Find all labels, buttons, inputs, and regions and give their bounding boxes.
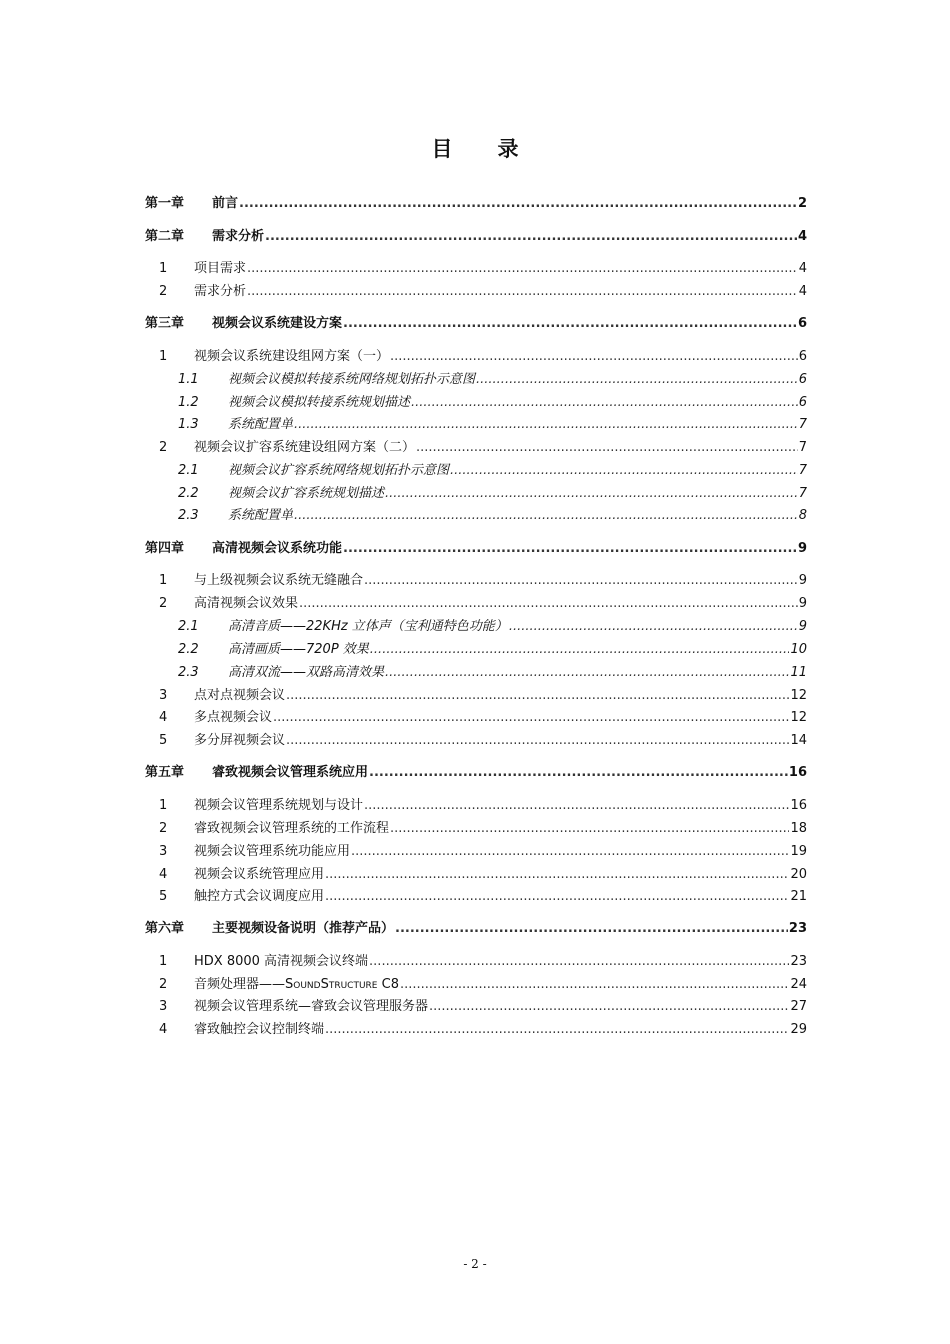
toc-label: 点对点视频会议 — [194, 688, 286, 703]
toc-subsection[interactable] — [178, 664, 807, 682]
toc-page-number: 20 — [790, 867, 807, 882]
toc-label: 视频会议系统建设组网方案（一） — [194, 349, 390, 364]
toc-leader — [364, 797, 789, 815]
toc-number: 4 — [159, 867, 168, 882]
toc-label: 视频会议扩容系统规划描述 — [228, 486, 385, 501]
toc-leader — [294, 416, 798, 434]
toc-label: 视频会议扩容系统网络规划拓扑示意图 — [228, 463, 450, 478]
toc-label: 睿致触控会议控制终端 — [194, 1022, 325, 1037]
toc-number: 1 — [159, 798, 168, 813]
toc-label: 系统配置单 — [228, 417, 294, 432]
toc-page-number: 16 — [788, 765, 807, 780]
toc-page-number: 19 — [790, 844, 807, 859]
toc-label: 视频会议系统管理应用 — [194, 867, 325, 882]
toc-label: 高清双流——双路高清效果 — [228, 665, 385, 680]
toc-page-number: 16 — [790, 798, 807, 813]
toc-number: 2.3 — [178, 665, 199, 680]
toc-label: 视频会议管理系统—睿致会议管理服务器 — [194, 999, 429, 1014]
toc-subsection[interactable] — [178, 618, 807, 636]
toc-leader — [364, 572, 798, 590]
toc-leader — [286, 732, 789, 750]
toc-leader — [247, 283, 798, 301]
toc-label: 高清画质——720P 效果 — [228, 642, 369, 657]
toc-number: 1.1 — [178, 372, 199, 387]
toc-leader — [411, 394, 798, 412]
toc-leader — [294, 507, 798, 525]
toc-chapter-1[interactable] — [145, 195, 807, 213]
toc-page-number: 27 — [790, 999, 807, 1014]
toc-section[interactable] — [159, 439, 807, 457]
toc-section[interactable] — [159, 976, 807, 994]
toc-number: 2 — [159, 596, 168, 611]
toc-label: 触控方式会议调度应用 — [194, 889, 325, 904]
toc-number: 2.2 — [178, 486, 199, 501]
toc-page-number: 9 — [798, 573, 807, 588]
toc-number: 1 — [159, 349, 168, 364]
toc-leader — [429, 998, 789, 1016]
toc-page-number: 7 — [798, 486, 807, 501]
toc-label: HDX 8000 高清视频会议终端 — [194, 954, 369, 969]
toc-label: 需求分析 — [194, 284, 247, 299]
toc-section[interactable] — [159, 1021, 807, 1039]
toc-section[interactable] — [159, 709, 807, 727]
toc-page-number: 23 — [790, 954, 807, 969]
toc-leader — [369, 953, 789, 971]
toc-leader — [400, 976, 789, 994]
toc-leader — [325, 1021, 789, 1039]
toc-number: 第二章 — [145, 229, 185, 244]
toc-section[interactable] — [159, 820, 807, 838]
toc-number: 5 — [159, 889, 168, 904]
toc-leader — [343, 315, 797, 333]
toc-number: 1 — [159, 573, 168, 588]
toc-subsection[interactable] — [178, 394, 807, 412]
toc-chapter-4[interactable] — [145, 540, 807, 558]
toc-number: 第六章 — [145, 921, 185, 936]
toc-subsection[interactable] — [178, 485, 807, 503]
toc-label: 视频会议模拟转接系统规划描述 — [228, 395, 411, 410]
toc-page-number: 7 — [798, 440, 807, 455]
toc-subsection[interactable] — [178, 462, 807, 480]
toc-page-number: 6 — [798, 372, 807, 387]
toc-leader — [343, 540, 797, 558]
toc-section[interactable] — [159, 843, 807, 861]
page-footer-number: - 2 - — [463, 1257, 487, 1271]
toc-label: 视频会议系统建设方案 — [212, 316, 343, 331]
toc-subsection[interactable] — [178, 371, 807, 389]
toc-page-number: 2 — [797, 196, 807, 211]
toc-section[interactable] — [159, 732, 807, 750]
toc-leader — [351, 843, 789, 861]
toc-leader — [369, 764, 788, 782]
toc-page-number: 8 — [798, 508, 807, 523]
toc-subsection[interactable] — [178, 507, 807, 525]
toc-label: 高清视频会议系统功能 — [212, 541, 343, 556]
toc-label: 需求分析 — [212, 229, 265, 244]
toc-label: 多分屏视频会议 — [194, 733, 286, 748]
toc-section[interactable] — [159, 797, 807, 815]
toc-page-number: 4 — [798, 284, 807, 299]
toc-section[interactable] — [159, 953, 807, 971]
toc-number: 2 — [159, 821, 168, 836]
toc-number: 2.2 — [178, 642, 199, 657]
toc-page-number: 9 — [797, 541, 807, 556]
toc-page-number: 10 — [790, 642, 807, 657]
toc-leader — [509, 618, 798, 636]
toc-leader — [395, 920, 788, 938]
toc-leader — [273, 709, 789, 727]
toc-leader — [247, 260, 798, 278]
toc-leader — [265, 228, 797, 246]
toc-number: 3 — [159, 999, 168, 1014]
toc-label: 视频会议管理系统功能应用 — [194, 844, 351, 859]
toc-leader — [325, 888, 789, 906]
toc-subsection[interactable] — [178, 416, 807, 434]
toc-label: 视频会议管理系统规划与设计 — [194, 798, 364, 813]
toc-number: 2 — [159, 440, 168, 455]
toc-number: 1 — [159, 954, 168, 969]
toc-number: 1.3 — [178, 417, 199, 432]
toc-number: 第四章 — [145, 541, 185, 556]
toc-number: 第一章 — [145, 196, 185, 211]
toc-page-number: 12 — [790, 710, 807, 725]
toc-number: 4 — [159, 710, 168, 725]
toc-page-number: 24 — [790, 977, 807, 992]
toc-leader — [286, 687, 789, 705]
toc-page-number: 9 — [798, 596, 807, 611]
toc-chapter-5[interactable] — [145, 764, 807, 782]
toc-number: 1 — [159, 261, 168, 276]
toc-leader — [325, 866, 789, 884]
toc-number: 2.1 — [178, 619, 199, 634]
toc-leader — [299, 595, 798, 613]
toc-leader — [390, 348, 798, 366]
toc-section[interactable] — [159, 687, 807, 705]
toc-page-number: 11 — [790, 665, 807, 680]
toc-label: 多点视频会议 — [194, 710, 273, 725]
toc-page-number: 6 — [798, 349, 807, 364]
toc-section[interactable] — [159, 260, 807, 278]
toc-number: 3 — [159, 688, 168, 703]
toc-label: 主要视频设备说明（推荐产品） — [212, 921, 395, 936]
toc-label: 高清音质——22KHz 立体声（宝利通特色功能） — [228, 619, 508, 634]
toc-label: 睿致视频会议管理系统应用 — [212, 765, 369, 780]
toc-section[interactable] — [159, 888, 807, 906]
toc-page-number: 21 — [790, 889, 807, 904]
toc-label: 视频会议扩容系统建设组网方案（二） — [194, 440, 416, 455]
toc-page-number: 7 — [798, 463, 807, 478]
toc-section[interactable] — [159, 866, 807, 884]
toc-leader — [370, 641, 790, 659]
toc-label: 高清视频会议效果 — [194, 596, 299, 611]
toc-page-number: 7 — [798, 417, 807, 432]
toc-leader — [390, 820, 789, 838]
toc-leader — [239, 195, 797, 213]
toc-label: 视频会议模拟转接系统网络规划拓扑示意图 — [228, 372, 476, 387]
toc-number: 2.3 — [178, 508, 199, 523]
toc-leader — [385, 485, 798, 503]
toc-page-number: 6 — [798, 395, 807, 410]
toc-label: 项目需求 — [194, 261, 247, 276]
toc-subsection[interactable] — [178, 641, 807, 659]
toc-page-number: 6 — [797, 316, 807, 331]
toc-page-number: 14 — [790, 733, 807, 748]
toc-page-number: 4 — [797, 229, 807, 244]
toc-page-number: 29 — [790, 1022, 807, 1037]
toc-label: 音频处理器——SoundStructure C8 — [194, 977, 399, 992]
toc-leader — [450, 462, 798, 480]
toc-section[interactable] — [159, 348, 807, 366]
toc-section[interactable] — [159, 595, 807, 613]
toc-label: 前言 — [212, 196, 239, 211]
toc-label: 与上级视频会议系统无缝融合 — [194, 573, 364, 588]
toc-chapter-2[interactable] — [145, 228, 807, 246]
toc-leader — [476, 371, 798, 389]
toc-number: 第五章 — [145, 765, 185, 780]
toc-section[interactable] — [159, 998, 807, 1016]
toc-page-number: 12 — [790, 688, 807, 703]
toc-number: 第三章 — [145, 316, 185, 331]
toc-chapter-6[interactable] — [145, 920, 807, 938]
toc-number: 3 — [159, 844, 168, 859]
toc-number: 5 — [159, 733, 168, 748]
toc-label: 睿致视频会议管理系统的工作流程 — [194, 821, 390, 836]
toc-chapter-3[interactable] — [145, 315, 807, 333]
toc-section[interactable] — [159, 283, 807, 301]
toc-page-number: 9 — [798, 619, 807, 634]
toc-number: 4 — [159, 1022, 168, 1037]
page-title: 目 录 — [431, 136, 531, 161]
toc-number: 2 — [159, 284, 168, 299]
toc-number: 2.1 — [178, 463, 199, 478]
toc-number: 2 — [159, 977, 168, 992]
toc-leader — [416, 439, 798, 457]
toc-page-number: 4 — [798, 261, 807, 276]
toc-section[interactable] — [159, 572, 807, 590]
toc-page-number: 18 — [790, 821, 807, 836]
toc-leader — [385, 664, 789, 682]
toc-page-number: 23 — [788, 921, 807, 936]
toc-label: 系统配置单 — [228, 508, 294, 523]
toc-number: 1.2 — [178, 395, 199, 410]
